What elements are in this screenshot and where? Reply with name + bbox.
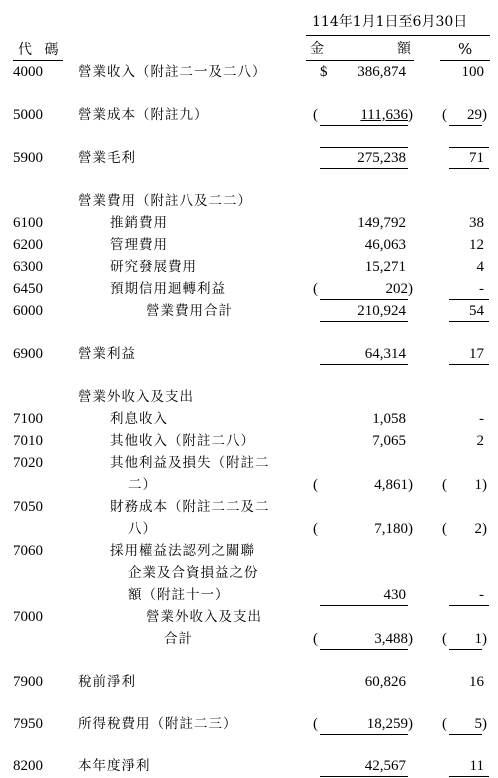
row-code: 7050: [13, 499, 43, 515]
close-paren: ): [482, 107, 487, 123]
close-paren: ): [408, 107, 413, 123]
row-code: 7000: [13, 609, 43, 625]
underline: [449, 321, 489, 322]
code-column-header: 代 碼: [18, 42, 63, 58]
row-code: 7900: [13, 674, 43, 690]
section-label: 營業外收入及支出: [78, 389, 194, 405]
underline: [320, 605, 408, 606]
row-pct: 4: [476, 259, 484, 275]
row-amount: 60,826: [364, 674, 406, 690]
row-amount: 430: [383, 587, 406, 603]
row-amount: 386,874: [357, 64, 406, 80]
close-paren: ): [482, 521, 487, 537]
open-paren: (: [313, 631, 318, 647]
row-amount: 18,259: [366, 716, 408, 732]
close-paren: ): [408, 281, 413, 297]
row-label: 採用權益法認列之關聯: [110, 543, 255, 559]
row-label: 營業利益: [78, 346, 136, 362]
row-label: 其他收入（附註二八）: [110, 433, 255, 449]
row-pct: 71: [469, 150, 484, 166]
row-amount: 7,065: [372, 433, 406, 449]
row-pct: 2: [476, 433, 484, 449]
underline: [449, 299, 489, 300]
row-code: 6300: [13, 259, 43, 275]
close-paren: ): [408, 631, 413, 647]
underline: [320, 364, 408, 365]
row-pct: 1: [474, 477, 482, 493]
amount-column-header-left: 金: [310, 41, 324, 57]
row-label: 營業費用合計: [146, 303, 233, 319]
underline: [320, 776, 408, 777]
underline: [320, 299, 408, 300]
row-code: 6100: [13, 215, 43, 231]
row-label: 營業毛利: [78, 150, 136, 166]
row-label: 財務成本（附註二二及二: [110, 499, 270, 515]
close-paren: ): [408, 477, 413, 493]
open-paren: (: [313, 716, 318, 732]
section-label: 營業費用（附註八及二二）: [78, 193, 252, 209]
pct-column-header: %: [458, 40, 473, 58]
row-label: 其他利益及損失（附註二: [110, 455, 270, 471]
row-label-cont: 企業及合資損益之份: [128, 565, 259, 581]
row-label-cont: 合計: [164, 631, 193, 647]
row-code: 8200: [13, 758, 43, 774]
row-amount: 7,180: [374, 521, 408, 537]
row-code: 7100: [13, 411, 43, 427]
underline: [449, 776, 489, 777]
period-header: 114年1月1日至6月30日: [312, 14, 468, 30]
row-amount: 42,567: [364, 758, 406, 774]
close-paren: ): [482, 716, 487, 732]
row-pct: 1: [474, 631, 482, 647]
period-underline: [306, 35, 490, 36]
row-code: 6450: [13, 281, 43, 297]
row-label: 預期信用迴轉利益: [110, 281, 226, 297]
row-amount: 111,636: [360, 107, 408, 123]
row-code: 6200: [13, 237, 43, 253]
row-amount: 15,271: [364, 259, 406, 275]
row-label: 營業收入（附註二一及二八）: [78, 64, 267, 80]
underline: [320, 125, 408, 126]
amount-header-underline: [306, 60, 414, 61]
code-header-underline: [13, 60, 63, 61]
row-pct: 29: [467, 107, 482, 123]
row-amount: 202: [385, 281, 408, 297]
open-paren: (: [442, 107, 447, 123]
row-amount: 64,314: [364, 346, 406, 362]
underline: [449, 734, 482, 735]
row-label-cont: 二）: [128, 477, 157, 493]
underline: [320, 321, 408, 322]
amount-column-header-right: 額: [397, 41, 411, 57]
underline: [449, 649, 482, 650]
open-paren: (: [313, 521, 318, 537]
underline: [320, 147, 408, 148]
row-pct: -: [479, 587, 484, 603]
row-pct: 5: [474, 716, 482, 732]
row-label: 利息收入: [110, 411, 168, 427]
row-pct: 38: [469, 215, 484, 231]
row-pct: 16: [469, 674, 484, 690]
close-paren: ): [482, 477, 487, 493]
underline: [449, 125, 482, 126]
row-code: 5000: [13, 107, 43, 123]
row-code: 7950: [13, 716, 43, 732]
row-code: 4000: [13, 64, 43, 80]
row-label: 稅前淨利: [78, 674, 136, 690]
row-label: 營業成本（附註九）: [78, 107, 209, 123]
row-code: 6900: [13, 346, 43, 362]
row-pct: 100: [461, 64, 484, 80]
row-amount: 4,861: [374, 477, 408, 493]
row-pct: 12: [469, 237, 484, 253]
row-amount: 1,058: [372, 411, 406, 427]
pct-header-underline: [440, 60, 490, 61]
underline: [320, 734, 408, 735]
row-code: 6000: [13, 303, 43, 319]
row-amount: 149,792: [357, 215, 406, 231]
close-paren: ): [408, 716, 413, 732]
row-label: 本年度淨利: [78, 758, 151, 774]
underline: [449, 364, 489, 365]
row-amount: 3,488: [374, 631, 408, 647]
row-label: 推銷費用: [110, 215, 168, 231]
underline: [449, 147, 489, 148]
row-label-cont: 八）: [128, 521, 157, 537]
row-label-cont: 額（附註十一）: [128, 587, 230, 603]
row-pct: 11: [469, 758, 484, 774]
row-label: 營業外收入及支出: [146, 609, 262, 625]
open-paren: (: [442, 521, 447, 537]
row-amount: 46,063: [364, 237, 406, 253]
underline: [449, 168, 489, 169]
underline: [449, 605, 489, 606]
row-label: 管理費用: [110, 237, 168, 253]
underline: [320, 168, 408, 169]
open-paren: (: [442, 477, 447, 493]
row-label: 所得稅費用（附註二三）: [78, 716, 238, 732]
open-paren: (: [313, 477, 318, 493]
row-label: 研究發展費用: [110, 259, 197, 275]
underline: [320, 649, 408, 650]
row-code: 7010: [13, 433, 43, 449]
close-paren: ): [482, 631, 487, 647]
currency-symbol: $: [320, 64, 328, 80]
close-paren: ): [408, 521, 413, 537]
row-pct: 2: [474, 521, 482, 537]
open-paren: (: [442, 631, 447, 647]
row-code: 7020: [13, 455, 43, 471]
row-pct: -: [479, 411, 484, 427]
row-code: 5900: [13, 150, 43, 166]
row-code: 7060: [13, 543, 43, 559]
row-pct: 17: [469, 346, 484, 362]
row-amount: 275,238: [357, 150, 406, 166]
row-amount: 210,924: [357, 303, 406, 319]
row-pct: -: [479, 281, 484, 297]
row-pct: 54: [469, 303, 484, 319]
open-paren: (: [313, 107, 318, 123]
open-paren: (: [442, 716, 447, 732]
open-paren: (: [313, 281, 318, 297]
